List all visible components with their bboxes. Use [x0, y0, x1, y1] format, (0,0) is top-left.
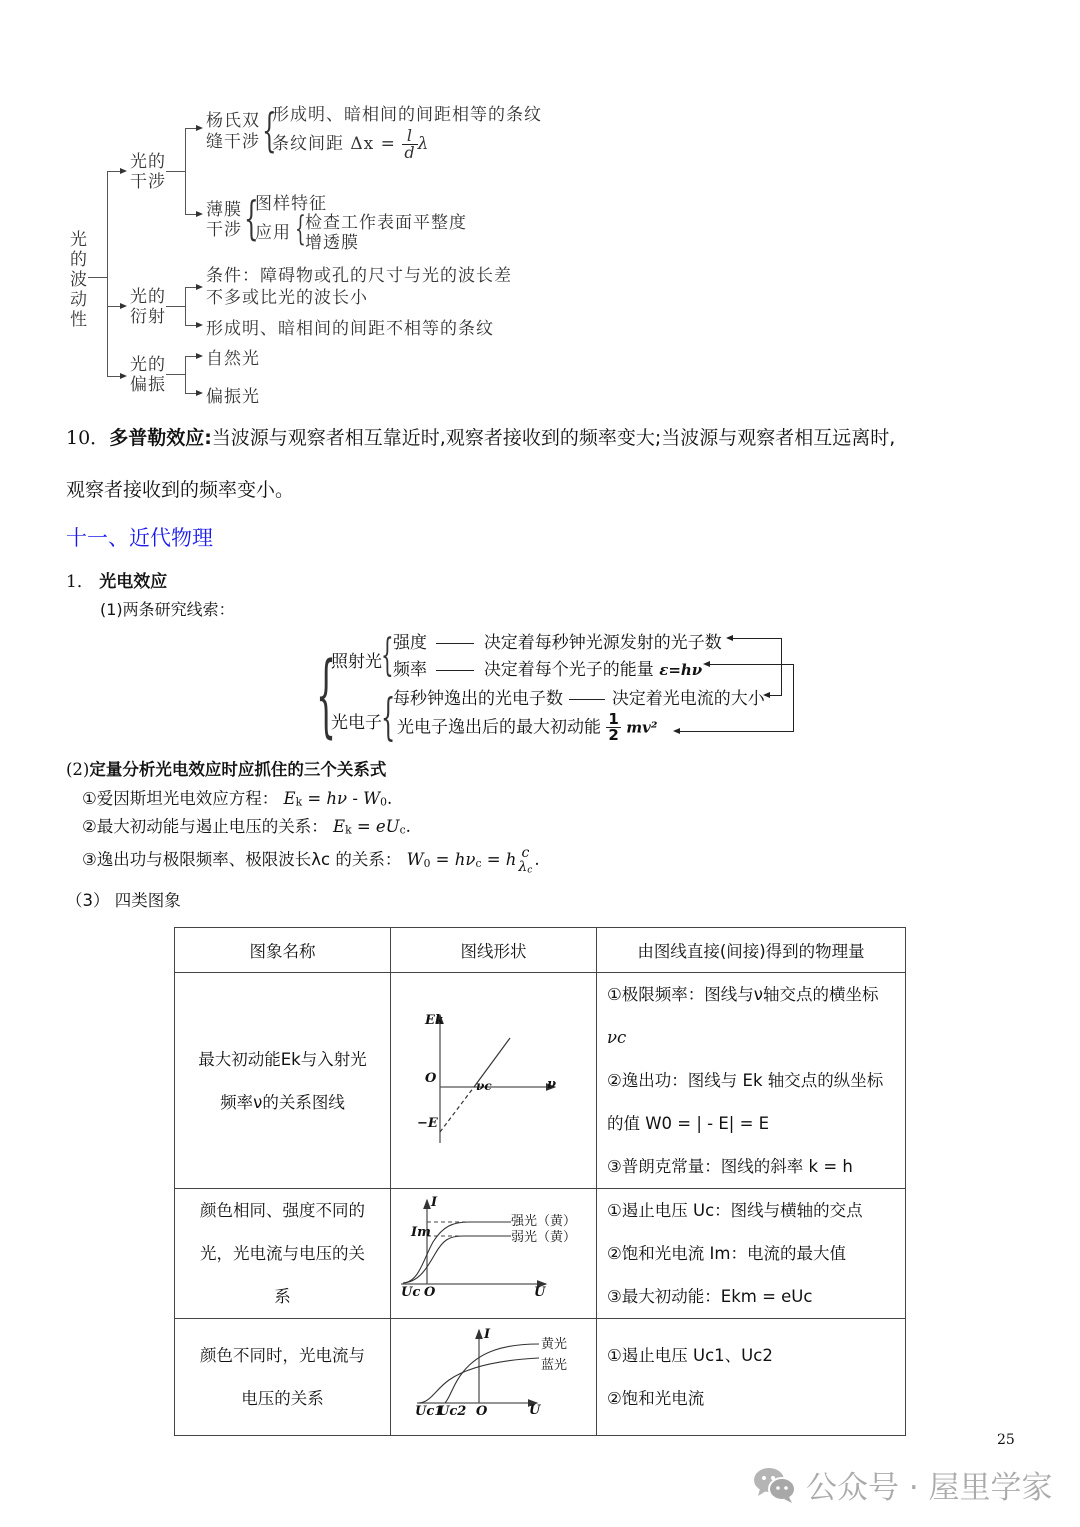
- axis-label-u: U: [534, 1285, 546, 1300]
- map-diffraction-pattern: 形成明、暗相间的间距不相等的条纹: [206, 319, 494, 339]
- relation-stopping-voltage: ②最大初动能与遏止电压的关系： $E_k = eU_c$.: [82, 817, 411, 837]
- arrow-icon: [196, 322, 203, 328]
- arrow-icon: [196, 211, 203, 217]
- map-interference-label: 光的 干涉: [130, 152, 166, 192]
- map-polarized-light: 偏振光: [206, 387, 260, 407]
- clue-electron-label: 光电子: [331, 713, 382, 733]
- map-root-label: 光的波动性: [70, 230, 88, 330]
- clue-intensity: 强度 决定着每秒钟光源发射的光子数: [393, 633, 722, 653]
- watermark-text: 公众号 · 屋里学家: [806, 1470, 1053, 1506]
- quantities-cell: ①极限频率：图线与ν轴交点的横坐标 νc ②逸出功：图线与 Ek 轴交点的纵坐标 的值 W0 = | - E| = E ③普朗克常量：图线的斜率 k = h: [597, 973, 906, 1189]
- relation-work-function: ③逸出功与极限频率、极限波长λc 的关系： $W_0 = h\nu_c = h$ c $\lambda_c$ .: [82, 845, 540, 876]
- graph-name-cell: 颜色不同时，光电流与 电压的关系: [175, 1319, 391, 1436]
- table-row: [175, 973, 906, 1189]
- graph-types-table: [174, 927, 906, 1436]
- arrow-left-icon: [673, 728, 680, 734]
- part2-heading: (2)定量分析光电效应时应抓住的三个关系式: [66, 760, 387, 779]
- brace-icon: {: [244, 191, 259, 245]
- map-thinfilm-app-coating: 增透膜: [305, 233, 359, 253]
- axis-origin: O: [425, 1071, 437, 1086]
- clue-light-label: 照射光: [331, 652, 382, 672]
- table-header-cell: 由图线直接(间接)得到的物理量: [597, 928, 906, 973]
- legend-yellow-light: 黄光: [541, 1337, 568, 1352]
- legend-blue-light: 蓝光: [541, 1358, 568, 1373]
- graph-name-cell: 最大初动能Ek与入射光 频率ν的关系图线: [175, 973, 391, 1189]
- part1-label: (1)两条研究线索：: [100, 600, 235, 619]
- same-color-current-voltage-graph: [391, 1190, 594, 1318]
- arrow-icon: [120, 373, 127, 379]
- arrow-icon: [196, 125, 203, 131]
- arrow-left-icon: [763, 692, 770, 698]
- intercept-nu-c: νc: [476, 1079, 492, 1093]
- part3-heading: （3） 四类图象: [66, 891, 181, 910]
- map-thinfilm-application-label: 应用: [255, 223, 291, 243]
- ek-vs-frequency-graph: [391, 981, 594, 1181]
- relation-einstein: ①爱因斯坦光电效应方程： $E_k = h\nu - W_0$.: [82, 789, 393, 809]
- map-diffraction-condition: 条件：障碍物或孔的尺寸与光的波长差 不多或比光的波长小: [206, 266, 512, 308]
- map-natural-light: 自然光: [206, 349, 260, 369]
- map-polarization-label: 光的 偏振: [130, 355, 166, 395]
- arrow-icon: [120, 168, 127, 174]
- table-row: [175, 1319, 906, 1436]
- watermark: [752, 1462, 1053, 1507]
- legend-weak-yellow: 弱光（黄）: [511, 1230, 577, 1245]
- map-young-label: 杨氏双 缝干涉: [206, 111, 260, 152]
- map-thinfilm-pattern: 图样特征: [255, 194, 327, 214]
- doppler-paragraph-line1: 10．多普勒效应:当波源与观察者相互靠近时,观察者接收到的频率变大;当波源与观察者相互远离时,: [66, 427, 896, 449]
- map-thinfilm-label: 薄膜 干涉: [206, 200, 242, 240]
- stopping-voltage-1-label: Uc1: [415, 1404, 444, 1419]
- arrow-icon: [196, 353, 203, 359]
- axis-origin: O: [476, 1404, 488, 1419]
- map-young-item-fringes: 形成明、暗相间的间距相等的条纹: [272, 105, 542, 125]
- arrow-left-icon: [726, 635, 733, 641]
- page-number: 25: [997, 1432, 1015, 1448]
- quantities-cell: ①遏止电压 Uc：图线与横轴的交点 ②饱和光电流 Im：电流的最大值 ③最大初动能：Ekm = eUc: [597, 1189, 906, 1319]
- wechat-icon: [752, 1465, 798, 1505]
- axis-label-i: I: [484, 1327, 491, 1342]
- brace-icon: {: [381, 688, 396, 746]
- map-diffraction-label: 光的 衍射: [130, 287, 166, 327]
- axis-label-ek: Ek: [425, 1013, 444, 1028]
- stopping-voltage-label: Uc: [401, 1285, 421, 1300]
- clue-frequency: 频率 决定着每个光子的能量 ε=hν: [393, 660, 703, 680]
- arrow-left-icon: [703, 661, 710, 667]
- graph-shape-cell: [391, 1319, 597, 1436]
- clue-electron-count: 每秒钟逸出的光电子数 决定着光电流的大小: [393, 689, 765, 709]
- graph-shape-cell: [391, 973, 597, 1189]
- brace-icon: {: [295, 209, 306, 249]
- brace-icon: {: [316, 643, 337, 748]
- intercept-minus-e: −E: [417, 1116, 438, 1131]
- graph-name-cell: 颜色相同、强度不同的 光，光电流与电压的关 系: [175, 1189, 391, 1319]
- axis-label-nu: ν: [547, 1077, 557, 1092]
- doppler-paragraph-line2: 观察者接收到的频率变小。: [66, 479, 295, 501]
- map-young-item-spacing: 条纹间距 Δx = $\frac{l}{d}$ λ: [272, 126, 430, 162]
- quantities-cell: ①遏止电压 Uc1、Uc2 ②饱和光电流: [597, 1319, 906, 1436]
- brace-icon: {: [381, 630, 394, 681]
- subsection-title: 1． 光电效应: [66, 572, 168, 592]
- table-header-cell: 图线形状: [391, 928, 597, 973]
- table-header-cell: 图象名称: [175, 928, 391, 973]
- clue-max-ke: 光电子逸出后的最大初动能 $\frac{1}{2}$ mv²: [397, 710, 658, 744]
- axis-label-u: U: [529, 1403, 541, 1418]
- doppler-term: 多普勒效应:: [109, 427, 212, 449]
- axis-origin: O: [424, 1285, 436, 1300]
- arrow-icon: [196, 390, 203, 396]
- arrow-icon: [120, 303, 127, 309]
- saturation-current-label: Im: [411, 1225, 431, 1240]
- legend-strong-yellow: 强光（黄）: [511, 1214, 577, 1229]
- table-header-row: [175, 928, 906, 973]
- section-heading: 十一、近代物理: [66, 526, 213, 550]
- stopping-voltage-2-label: Uc2: [438, 1404, 467, 1419]
- brace-icon: {: [262, 103, 277, 157]
- table-row: [175, 1189, 906, 1319]
- graph-shape-cell: [391, 1189, 597, 1319]
- axis-label-i: I: [431, 1195, 438, 1210]
- map-thinfilm-app-flatness: 检查工作表面平整度: [305, 213, 467, 233]
- arrow-icon: [196, 284, 203, 290]
